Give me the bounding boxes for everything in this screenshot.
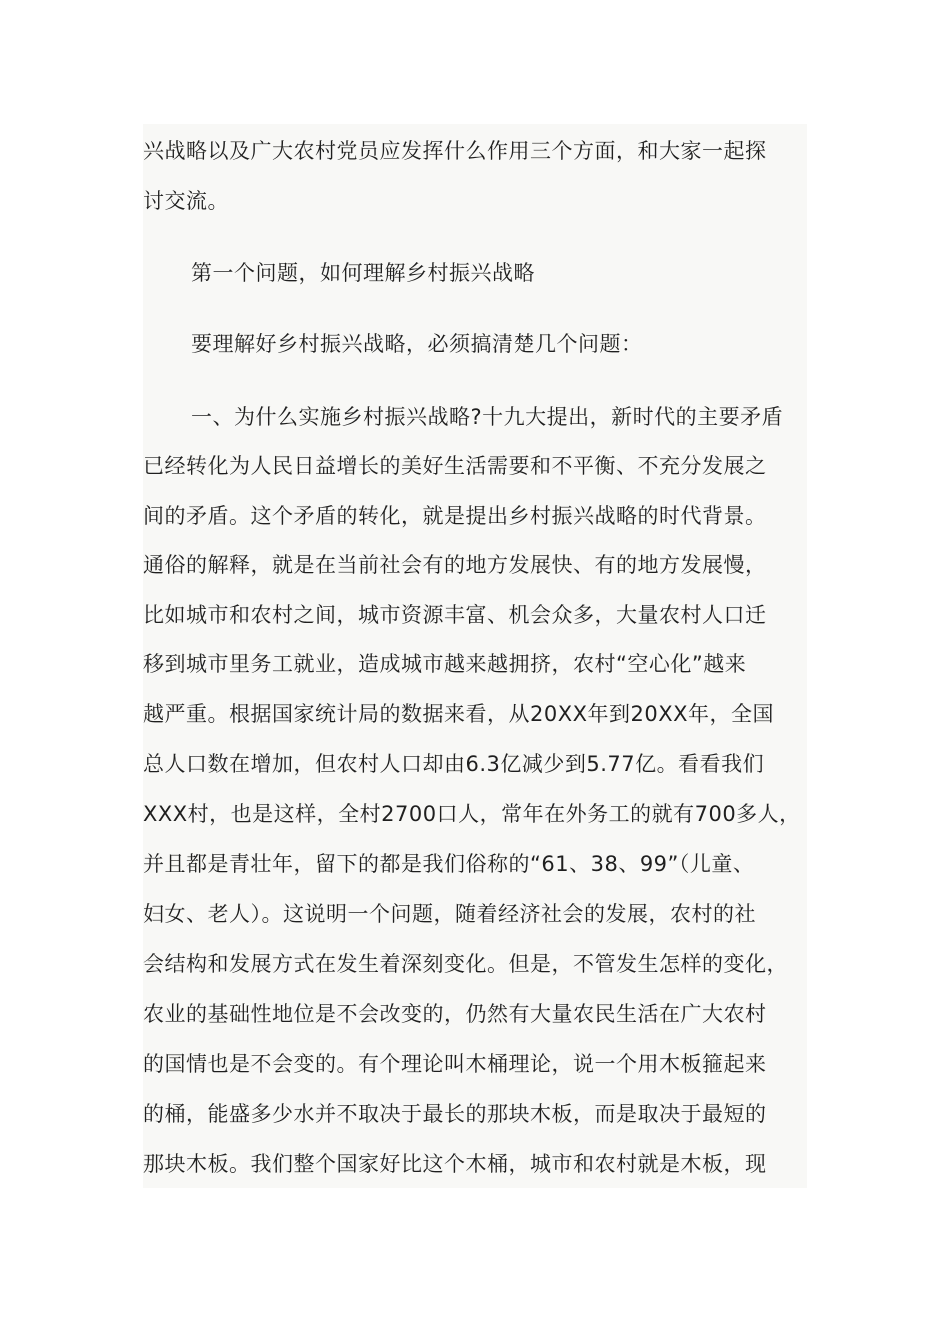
- paragraph-line: 讨交流。: [143, 189, 229, 213]
- paragraph-line: 那块木板。我们整个国家好比这个木桶，城市和农村就是木板，现: [143, 1152, 767, 1176]
- document-body: [143, 124, 807, 1188]
- paragraph-line: 通俗的解释，就是在当前社会有的地方发展快、有的地方发展慢，: [143, 553, 767, 577]
- paragraph-line: 间的矛盾。这个矛盾的转化，就是提出乡村振兴战略的时代背景。: [143, 504, 767, 528]
- section-heading: 第一个问题，如何理解乡村振兴战略: [191, 261, 535, 285]
- paragraph-line: 一、为什么实施乡村振兴战略?十九大提出，新时代的主要矛盾: [191, 405, 784, 429]
- paragraph-line: 比如城市和农村之间，城市资源丰富、机会众多，大量农村人口迁: [143, 603, 767, 627]
- paragraph-line: 会结构和发展方式在发生着深刻变化。但是，不管发生怎样的变化，: [143, 952, 788, 976]
- paragraph-line: XXX村，也是这样，全村2700口人，常年在外务工的就有700多人，: [143, 802, 801, 826]
- paragraph-line: 移到城市里务工就业，造成城市越来越拥挤，农村“空心化”越来: [143, 652, 747, 676]
- paragraph-line: 并且都是青壮年，留下的都是我们俗称的“61、38、99”（儿童、: [143, 852, 755, 876]
- paragraph-line: 妇女、老人）。这说明一个问题，随着经济社会的发展，农村的社: [143, 902, 756, 926]
- paragraph-line: 要理解好乡村振兴战略，必须搞清楚几个问题：: [191, 332, 643, 356]
- paragraph-line: 的桶，能盛多少水并不取决于最长的那块木板，而是取决于最短的: [143, 1102, 767, 1126]
- paragraph-line: 已经转化为人民日益增长的美好生活需要和不平衡、不充分发展之: [143, 454, 767, 478]
- paragraph-line: 越严重。根据国家统计局的数据来看，从20XX年到20XX年，全国: [143, 702, 774, 726]
- paragraph-line: 兴战略以及广大农村党员应发挥什么作用三个方面，和大家一起探: [143, 139, 767, 163]
- paragraph-line: 总人口数在增加，但农村人口却由6.3亿减少到5.77亿。看看我们: [143, 752, 765, 776]
- paragraph-line: 农业的基础性地位是不会改变的，仍然有大量农民生活在广大农村: [143, 1002, 767, 1026]
- paragraph-line: 的国情也是不会变的。有个理论叫木桶理论，说一个用木板箍起来: [143, 1052, 767, 1076]
